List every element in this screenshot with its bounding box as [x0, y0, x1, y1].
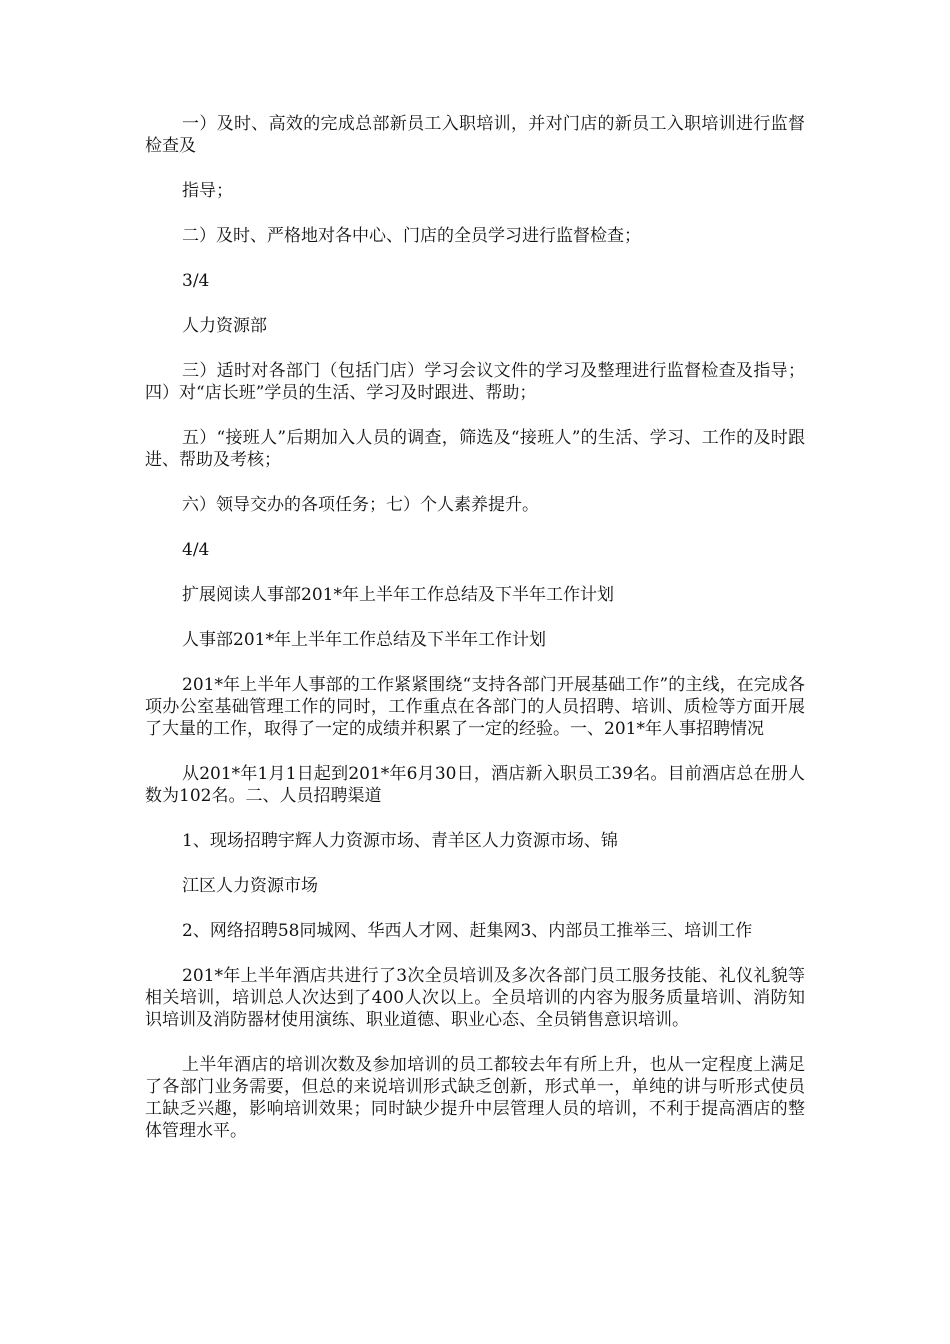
- page-number-4-of-4: 4/4: [182, 540, 210, 560]
- paragraph-8: 六）领导交办的各项任务；七）个人素养提升。: [182, 495, 539, 515]
- paragraph-13: 从201*年1月1日起到201*年6月30日，酒店新入职员工39名。目前酒店总在册人数为102名。二、人员招聘渠道: [145, 764, 805, 806]
- paragraph-2: 指导；: [182, 181, 233, 201]
- paragraph-14: 1、现场招聘宇辉人力资源市场、青羊区人力资源市场、锦: [182, 831, 618, 851]
- paragraph-7: 五）“接班人”后期加入人员的调查，筛选及“接班人”的生活、学习、工作的及时跟进、帮助及考核；: [145, 428, 805, 470]
- page-number-3-of-4: 3/4: [182, 271, 210, 291]
- paragraph-18: 上半年酒店的培训次数及参加培训的员工都较去年有所上升，也从一定程度上满足了各部门业务需要，但总的来说培训形式缺乏创新，形式单一，单纯的讲与听形式使员工缺乏兴趣，影响培训效果；同时缺少提升中层管理人员的培训，不利于提高酒店的整体管理水平。: [145, 1055, 805, 1141]
- document-body: [145, 113, 805, 1142]
- paragraph-6: 三）适时对各部门（包括门店）学习会议文件的学习及整理进行监督检查及指导；四）对“店长班”学员的生活、学习及时跟进、帮助；: [145, 361, 805, 403]
- department-heading: 人力资源部: [182, 316, 267, 336]
- paragraph-12: 201*年上半年人事部的工作紧紧围绕“支持各部门开展基础工作”的主线，在完成各项办公室基础管理工作的同时，工作重点在各部门的人员招聘、培训、质检等方面开展了大量的工作，取得了一定的成绩并积累了一定的经验。一、201*年人事招聘情况: [145, 675, 805, 739]
- report-title: 人事部201*年上半年工作总结及下半年工作计划: [182, 630, 546, 650]
- paragraph-1: 一）及时、高效的完成总部新员工入职培训，并对门店的新员工入职培训进行监督检查及: [145, 114, 805, 156]
- paragraph-15: 江区人力资源市场: [182, 876, 318, 896]
- extended-reading-title: 扩展阅读人事部201*年上半年工作总结及下半年工作计划: [182, 585, 614, 605]
- paragraph-16: 2、网络招聘58同城网、华西人才网、赶集网3、内部员工推举三、培训工作: [182, 921, 753, 941]
- paragraph-17: 201*年上半年酒店共进行了3次全员培训及多次各部门员工服务技能、礼仪礼貌等相关培训，培训总人次达到了400人次以上。全员培训的内容为服务质量培训、消防知识培训及消防器材使用演练、职业道德、职业心态、全员销售意识培训。: [145, 966, 805, 1030]
- paragraph-3: 二）及时、严格地对各中心、门店的全员学习进行监督检查；: [182, 226, 641, 246]
